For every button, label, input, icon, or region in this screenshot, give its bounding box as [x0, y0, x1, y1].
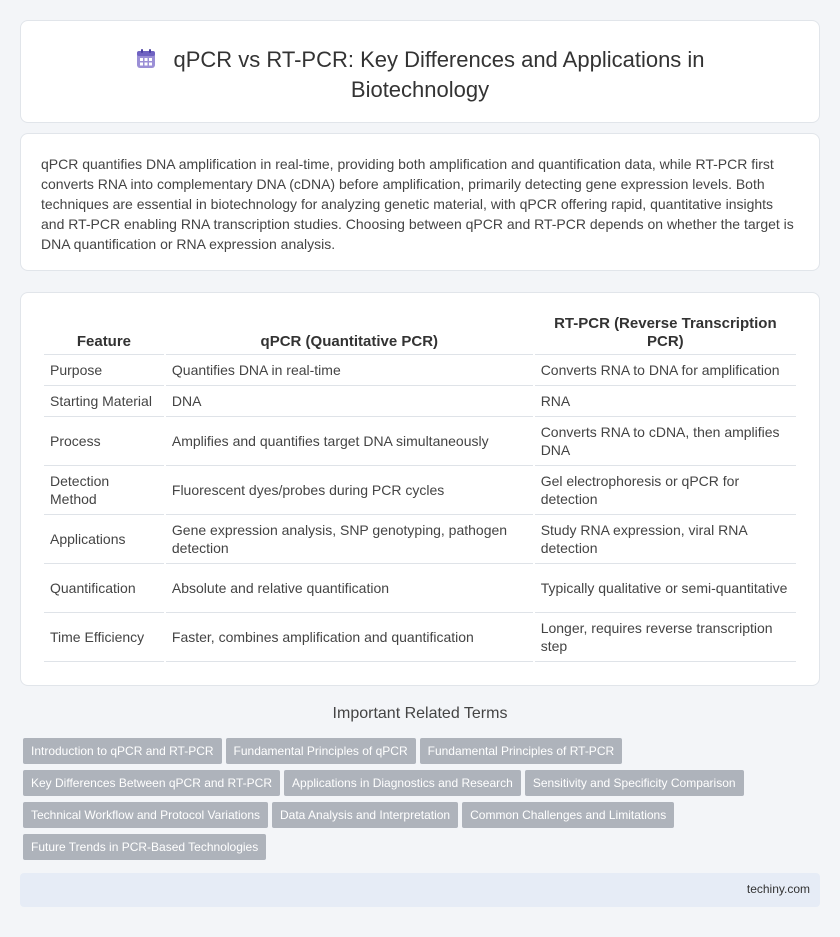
table-row: [44, 515, 796, 564]
footer-site-link[interactable]: techiny.com: [746, 882, 810, 896]
table-row: [44, 355, 796, 386]
cell-feature: Starting Material: [44, 386, 164, 417]
related-term-tag[interactable]: Introduction to qPCR and RT-PCR: [23, 738, 222, 764]
cell-qpcr: Fluorescent dyes/probes during PCR cycles: [166, 466, 533, 515]
header-feature: Feature: [44, 309, 164, 355]
comparison-table: [42, 309, 798, 662]
cell-rtpcr: Study RNA expression, viral RNA detection: [535, 515, 796, 564]
summary-card: [20, 133, 820, 271]
cell-rtpcr: Longer, requires reverse transcription step: [535, 613, 796, 662]
table-row: [44, 386, 796, 417]
related-term-tag[interactable]: Technical Workflow and Protocol Variations: [23, 802, 268, 828]
summary-text: qPCR quantifies DNA amplification in real-time, providing both amplification and quantification data, while RT-PCR first converts RNA into complementary DNA (cDNA) before amplification, primarily detecting gene expression levels. Both techniques are essential in biotechnology for analyzing genetic material, with qPCR offering rapid, quantitative insights and RT-PCR enabling RNA transcription studies. Choosing between qPCR and RT-PCR depends on whether the target is DNA quantification or RNA expression analysis.: [41, 156, 794, 252]
cell-rtpcr: Converts RNA to cDNA, then amplifies DNA: [535, 417, 796, 466]
related-term-tag[interactable]: Fundamental Principles of RT-PCR: [420, 738, 623, 764]
cell-feature: Process: [44, 417, 164, 466]
cell-rtpcr: Gel electrophoresis or qPCR for detection: [535, 466, 796, 515]
related-terms-list: [23, 738, 823, 866]
cell-qpcr: DNA: [166, 386, 533, 417]
cell-feature: Purpose: [44, 355, 164, 386]
cell-feature: Detection Method: [44, 466, 164, 515]
related-term-tag[interactable]: Sensitivity and Specificity Comparison: [525, 770, 744, 796]
related-term-tag[interactable]: Fundamental Principles of qPCR: [226, 738, 416, 764]
footer: [20, 873, 820, 907]
cell-qpcr: Quantifies DNA in real-time: [166, 355, 533, 386]
cell-qpcr: Absolute and relative quantification: [166, 564, 533, 613]
title-line-2: Biotechnology: [350, 77, 490, 102]
cell-qpcr: Amplifies and quantifies target DNA simultaneously: [166, 417, 533, 466]
title-line-1: qPCR vs RT-PCR: Key Differences and Applications in: [173, 47, 705, 72]
related-term-tag[interactable]: Future Trends in PCR-Based Technologies: [23, 834, 266, 860]
related-term-tag[interactable]: Data Analysis and Interpretation: [272, 802, 458, 828]
table-row: [44, 613, 796, 662]
table-row: [44, 417, 796, 466]
related-terms-heading: Important Related Terms: [332, 705, 508, 722]
calendar-icon: [135, 48, 157, 70]
comparison-card: [20, 292, 820, 686]
cell-qpcr: Gene expression analysis, SNP genotyping, pathogen detection: [166, 515, 533, 564]
cell-rtpcr: Converts RNA to DNA for amplification: [535, 355, 796, 386]
header-rtpcr: RT-PCR (Reverse Transcription PCR): [535, 309, 796, 355]
cell-qpcr: Faster, combines amplification and quantification: [166, 613, 533, 662]
header-qpcr: qPCR (Quantitative PCR): [166, 309, 533, 355]
related-term-tag[interactable]: Common Challenges and Limitations: [462, 802, 674, 828]
cell-rtpcr: RNA: [535, 386, 796, 417]
table-row: [44, 466, 796, 515]
cell-rtpcr: Typically qualitative or semi-quantitative: [535, 564, 796, 613]
table-row: [44, 564, 796, 613]
cell-feature: Time Efficiency: [44, 613, 164, 662]
related-term-tag[interactable]: Applications in Diagnostics and Research: [284, 770, 521, 796]
cell-feature: Quantification: [44, 564, 164, 613]
title-card: [20, 20, 820, 123]
cell-feature: Applications: [44, 515, 164, 564]
related-term-tag[interactable]: Key Differences Between qPCR and RT-PCR: [23, 770, 280, 796]
page-title: [21, 45, 819, 105]
